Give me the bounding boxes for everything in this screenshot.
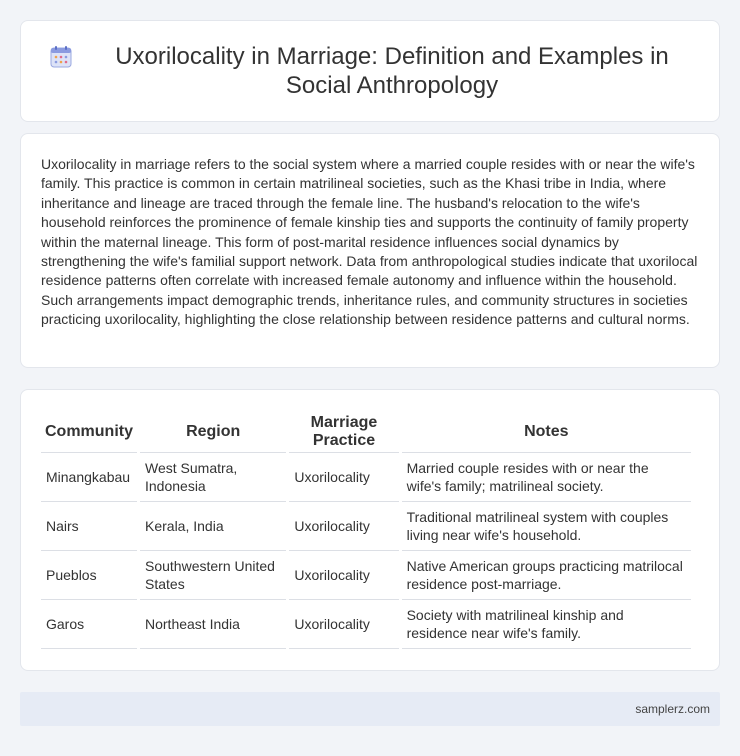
cell-practice: Uxorilocality [289,502,398,551]
cell-notes: Native American groups practicing matrilocal residence post-marriage. [402,551,691,600]
intro-paragraph: Uxorilocality in marriage refers to the social system where a married couple resides with or near the wife's family. This practice is common in certain matrilineal societies, such as the Khasi tribe in India, where inheritance and lineage are traced through the female line. The husband's relocation to the wife's household reinforces the prominence of female kinship ties and supports the continuity of family property within the maternal lineage. This form of post-marital residence influences social dynamics by strengthening the wife's familial support network. Data from anthropological studies indicate that uxorilocal residence patterns often correlate with increased female autonomy and influence within the household. Such arrangements impact demographic trends, inheritance rules, and community structures in societies practicing uxorilocality, highlighting the close relationship between residence patterns and cultural norms. [41,156,698,328]
cell-notes: Married couple resides with or near the wife's family; matrilineal society. [402,453,691,502]
title-wrap [50,42,690,100]
table-header-row [41,412,691,453]
cell-region: West Sumatra, Indonesia [140,453,286,502]
header-notes: Notes [402,412,691,453]
table-row [41,600,691,649]
cell-community: Pueblos [41,551,137,600]
cell-community: Minangkabau [41,453,137,502]
footer-site-link[interactable]: samplerz.com [635,702,710,716]
header-card [20,20,720,122]
table-row [41,502,691,551]
header-marriage-practice: Marriage Practice [289,412,398,453]
header-community: Community [41,412,137,453]
cell-community: Nairs [41,502,137,551]
cell-notes: Traditional matrilineal system with couples living near wife's household. [402,502,691,551]
table-row [41,551,691,600]
footer-bar [20,692,720,726]
cell-practice: Uxorilocality [289,551,398,600]
cell-practice: Uxorilocality [289,453,398,502]
intro-card [20,133,720,368]
table-card [20,389,720,671]
cell-notes: Society with matrilineal kinship and residence near wife's family. [402,600,691,649]
cell-region: Southwestern United States [140,551,286,600]
cell-region: Kerala, India [140,502,286,551]
calendar-icon [50,46,72,68]
header-region: Region [140,412,286,453]
communities-table [38,412,694,649]
page-title: Uxorilocality in Marriage: Definition and Examples in Social Anthropology [115,43,669,99]
cell-community: Garos [41,600,137,649]
table-row [41,453,691,502]
cell-region: Northeast India [140,600,286,649]
cell-practice: Uxorilocality [289,600,398,649]
